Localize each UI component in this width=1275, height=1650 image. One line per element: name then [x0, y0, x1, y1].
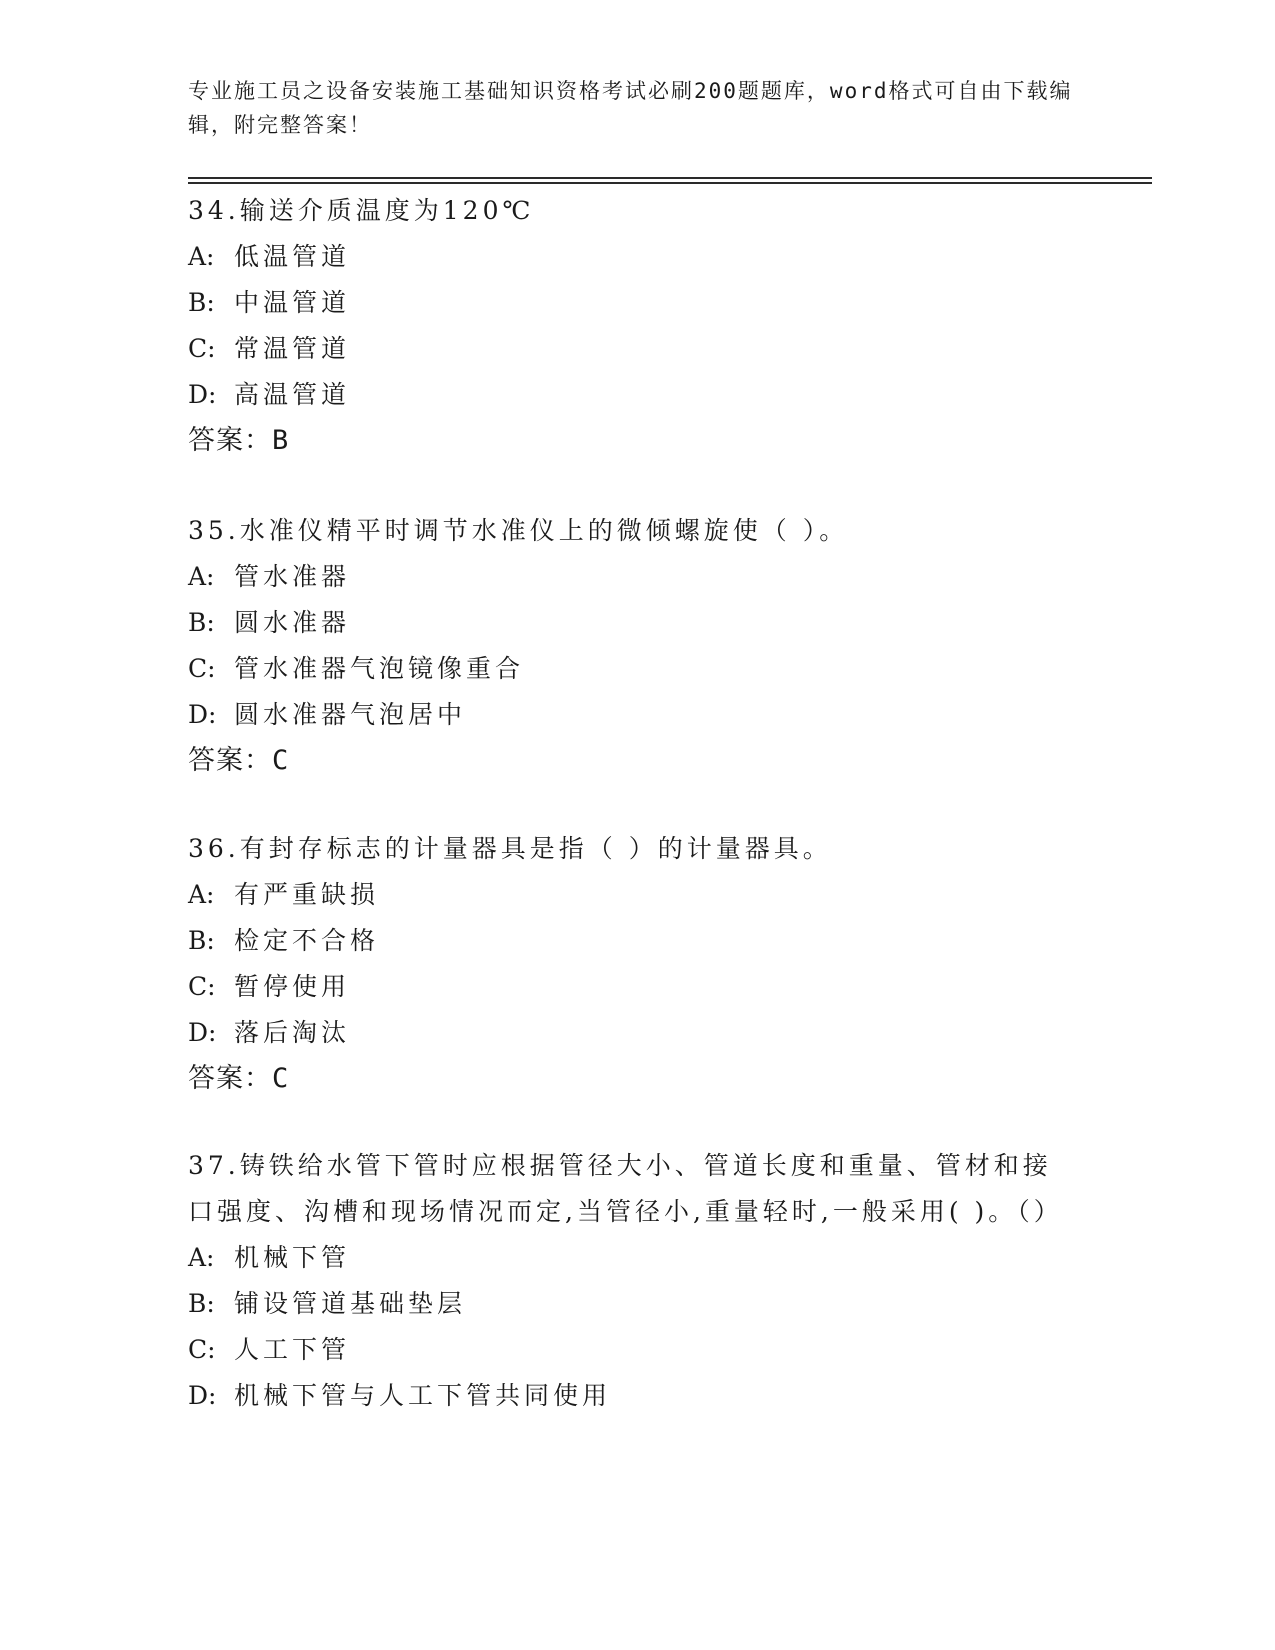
option-key: A:: [188, 562, 215, 591]
option-text: 圆水准器: [234, 608, 351, 637]
option-key: D:: [188, 1018, 217, 1047]
option-b: [188, 1281, 1078, 1327]
option-b: [188, 918, 1078, 964]
option-c: [188, 326, 1078, 372]
option-d: [188, 372, 1078, 418]
option-key: A:: [188, 242, 215, 271]
option-text: 中温管道: [234, 288, 351, 317]
option-key: D:: [188, 1381, 217, 1410]
question-block-36: [188, 826, 1078, 1102]
option-text: 暂停使用: [234, 972, 351, 1001]
option-text: 高温管道: [234, 380, 351, 409]
option-text: 圆水准器气泡居中: [234, 700, 467, 729]
option-key: C:: [188, 654, 216, 683]
option-text: 落后淘汰: [234, 1018, 351, 1047]
option-b: [188, 600, 1078, 646]
question-block-35: [188, 508, 1078, 784]
question-stem: 36.有封存标志的计量器具是指（ ）的计量器具。: [188, 834, 832, 863]
option-text: 管水准器气泡镜像重合: [234, 654, 525, 683]
option-key: A:: [188, 1243, 215, 1272]
option-c: [188, 1327, 1078, 1373]
option-text: 常温管道: [234, 334, 351, 363]
option-key: B:: [188, 926, 215, 955]
question-stem: 37.铸铁给水管下管时应根据管径大小、管道长度和重量、管材和接口强度、沟槽和现场情况而定,当管径小,重量轻时,一般采用( )。（）: [188, 1151, 1063, 1226]
option-key: C:: [188, 334, 216, 363]
option-key: B:: [188, 288, 215, 317]
question-block-37: [188, 1143, 1078, 1419]
document-header: 专业施工员之设备安装施工基础知识资格考试必刷200题题库，word格式可自由下载编辑，附完整答案！: [188, 79, 1073, 137]
option-d: [188, 1373, 1078, 1419]
option-key: C:: [188, 1335, 216, 1364]
header-divider-top: [188, 177, 1152, 179]
option-text: 低温管道: [234, 242, 351, 271]
option-b: [188, 280, 1078, 326]
option-d: [188, 692, 1078, 738]
option-key: D:: [188, 380, 217, 409]
option-a: [188, 872, 1078, 918]
option-key: D:: [188, 700, 217, 729]
option-c: [188, 646, 1078, 692]
question-block-34: [188, 188, 1078, 464]
option-text: 机械下管: [234, 1243, 351, 1272]
option-text: 人工下管: [234, 1335, 351, 1364]
option-d: [188, 1010, 1078, 1056]
option-a: [188, 554, 1078, 600]
question-stem: 34.输送介质温度为120℃: [188, 196, 535, 225]
option-key: B:: [188, 608, 215, 637]
option-key: B:: [188, 1289, 215, 1318]
option-text: 管水准器: [234, 562, 351, 591]
answer-line: 答案：C: [188, 1063, 290, 1094]
option-text: 有严重缺损: [234, 880, 380, 909]
option-text: 机械下管与人工下管共同使用: [234, 1381, 612, 1410]
option-a: [188, 234, 1078, 280]
answer-line: 答案：C: [188, 745, 290, 776]
option-key: C:: [188, 972, 216, 1001]
header-divider-bottom: [188, 182, 1152, 184]
option-key: A:: [188, 880, 215, 909]
answer-line: 答案：B: [188, 425, 290, 456]
option-c: [188, 964, 1078, 1010]
option-text: 检定不合格: [234, 926, 380, 955]
question-stem: 35.水准仪精平时调节水准仪上的微倾螺旋使（ ）。: [188, 516, 849, 545]
option-text: 铺设管道基础垫层: [234, 1289, 467, 1318]
option-a: [188, 1235, 1078, 1281]
